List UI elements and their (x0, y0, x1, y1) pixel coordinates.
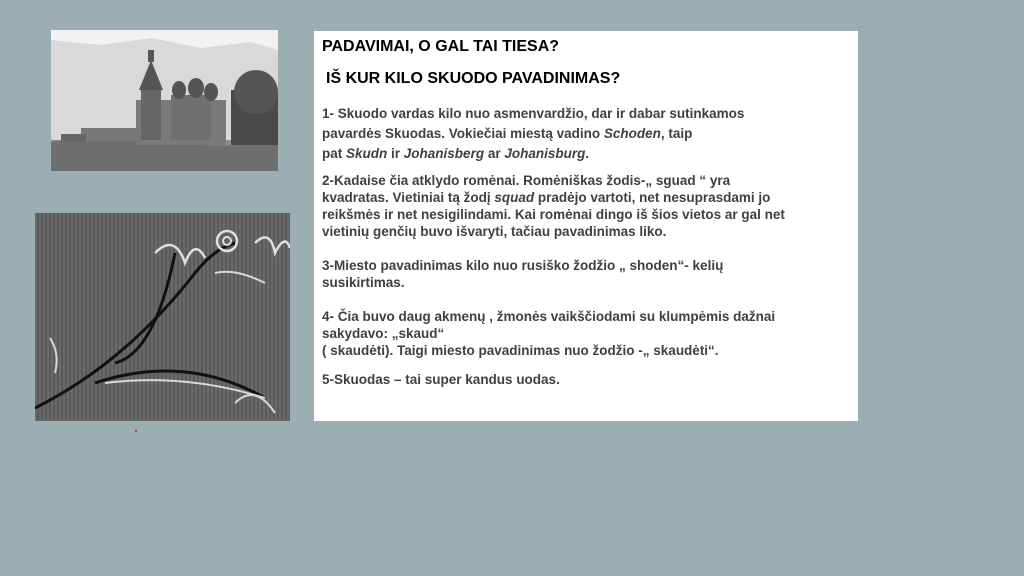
p4-line-c: ( skaudėti). Taigi miesto pavadinimas nuo žodžio -„ skaudėti“. (322, 343, 719, 358)
p3-line-a: 3-Miesto pavadinimas kilo nuo rusiško žodžio „ shoden“- kelių (322, 258, 724, 273)
paragraph-3 (322, 257, 850, 291)
p2-text: pradėjo vartoti, net nesuprasdami jo (534, 190, 771, 205)
p2-italic-squad: squad (494, 190, 535, 205)
p2-text: kvadratas. Vietiniai tą žodį (322, 190, 495, 205)
p2-line-d: vietinių genčių buvo išvaryti, tačiau pavadinimas liko. (322, 224, 667, 239)
p1-line-b (322, 124, 850, 144)
p2-line-b (322, 189, 850, 206)
speck (135, 430, 137, 432)
text-panel (314, 31, 858, 421)
p1-italic-skudn: Skudn (346, 146, 388, 161)
p1-italic-schoden: Schoden (603, 126, 661, 141)
p3-line-b: susikirtimas. (322, 275, 405, 290)
paragraph-1 (322, 104, 850, 164)
p4-line-a: 4- Čia buvo daug akmenų , žmonės vaikščiodami su klumpėmis dažnai (322, 309, 776, 324)
p4-line-b: sakydavo: „skaud“ (322, 326, 445, 341)
paragraph-2 (322, 172, 850, 240)
p1-line-c (322, 144, 850, 164)
p1-line-a: 1- Skuodo vardas kilo nuo asmenvardžio, dar ir dabar sutinkamos (322, 106, 745, 121)
p1-text: pavardės Skuodas. Vokiečiai miestą vadino (322, 126, 604, 141)
p1-text: . (585, 146, 590, 161)
p1-text: ar (484, 146, 505, 161)
title-question: IŠ KUR KILO SKUODO PAVADINIMAS? (326, 70, 621, 87)
p1-text: , taip (660, 126, 693, 141)
p2-line-a: 2-Kadaise čia atklydo romėnai. Romėniškas žodis-„ sguad “ yra (322, 173, 731, 188)
title-legends: PADAVIMAI, O GAL TAI TIESA? (322, 38, 560, 55)
church-photo (51, 30, 278, 171)
p1-italic-johanisburg: Johanisburg (504, 146, 586, 161)
p1-text: pat (322, 146, 347, 161)
embroidery-photo (35, 213, 290, 421)
paragraph-4 (322, 308, 850, 359)
p1-italic-johanisberg: Johanisberg (403, 146, 485, 161)
paragraph-5: 5-Skuodas – tai super kandus uodas. (322, 372, 560, 387)
p1-text: ir (387, 146, 404, 161)
p2-line-c: reikšmės ir net nesigilindami. Kai romėnai dingo iš šios vietos ar gal net (322, 207, 785, 222)
